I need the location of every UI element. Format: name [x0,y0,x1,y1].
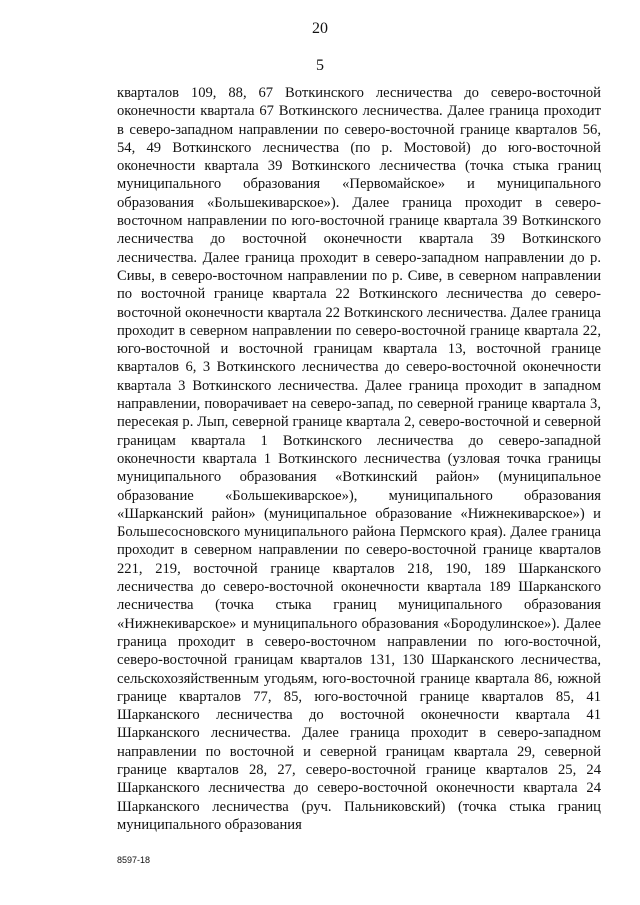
page-number: 20 [312,20,328,37]
section-number: 5 [316,57,324,74]
body-paragraph: кварталов 109, 88, 67 Воткинского лесничества до северо-восточной оконечности квартала 67 Воткинского лесничества. Далее граница проходит в северо-западном направлении по северо-восточной границе кварталов 56, 54, 49 Воткинского лесничества (по р. Мостовой) до юго-восточной оконечности квартала 39 Воткинского лесничества (точка стыка границ муниципального образования «Первомайское» и муниципального образования «Большекиварское»). Далее граница проходит в северо-восточном направлении по юго-восточной границе квартала 39 Воткинского лесничества до восточной оконечности квартала 39 Воткинского лесничества. Далее граница проходит в северо-западном направлении до р. Сивы, в северо-восточном направлении по р. Сиве, в северном направлении по восточной границе квартала 22 Воткинского лесничества до северо-восточной оконечности квартала 22 Воткинского лесничества. Далее граница проходит в северном направлении по северо-восточной границе квартала 22, юго-восточной и восточной границам квартала 13, восточной границе кварталов 6, 3 Воткинского лесничества до северо-восточной оконечности квартала 3 Воткинского лесничества. Далее граница проходит в западном направлении, поворачивает на северо-запад, по северной границе квартала 3, пересекая р. Лып, северной границе квартала 2, северо-восточной и северной границам квартала 1 Воткинского лесничества до северо-западной оконечности квартала 1 Воткинского лесничества (узловая точка границы муниципального образования «Воткинский район» (муниципальное образование «Большекиварское»), муниципального образования «Шарканский район» (муниципальное образование «Нижнекиварское») и Большесосновского муниципального района Пермского края). Далее граница проходит в северном направлении по северо-восточной границе кварталов 221, 219, восточной границе кварталов 218, 190, 189 Шарканского лесничества до северо-восточной оконечности квартала 189 Шарканского лесничества (точка стыка границ муниципального образования «Нижнекиварское» и муниципального образования «Бородулинское»). Далее граница проходит в северо-восточном направлении по юго-восточной, северо-восточной границам кварталов 131, 130 Шарканского лесничества, сельскохозяйственным угодьям, юго-восточной границе квартала 86, южной границе кварталов 77, 85, юго-восточной границе кварталов 85, 41 Шарканского лесничества до восточной оконечности квартала 41 Шарканского лесничества. Далее граница проходит в северо-западном направлении по восточной и северной границам квартала 29, северной границе кварталов 28, 27, северо-восточной границе кварталов 25, 24 Шарканского лесничества до северо-восточной оконечности квартала 24 Шарканского лесничества (руч. Пальниковский) (точка стыка границ муниципального образования [117,85,601,833]
footer-document-code: 8597-18 [117,855,151,865]
